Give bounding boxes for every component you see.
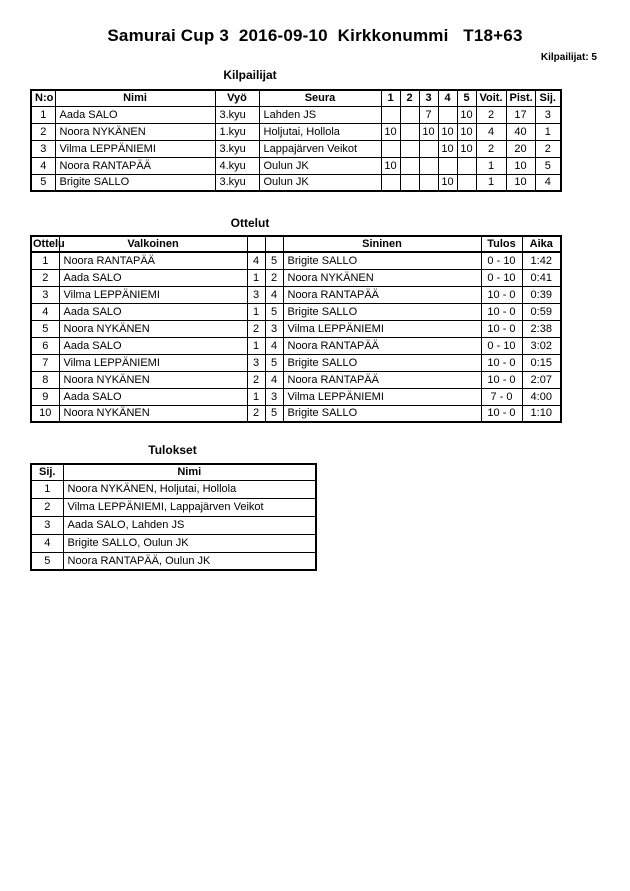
cell-score-4: 10: [438, 174, 457, 191]
cell-aika: 2:07: [522, 371, 561, 388]
cell-no: 2: [31, 123, 55, 140]
cell-valkoinen-no: 1: [247, 303, 265, 320]
cell-sij: 4: [535, 174, 561, 191]
cell-sininen-no: 2: [265, 269, 283, 286]
ottelut-row: [31, 286, 561, 303]
cell-valkoinen: Noora NYKÄNEN: [59, 371, 247, 388]
cell-seura: Holjutai, Hollola: [259, 123, 381, 140]
ottelut-row: [31, 405, 561, 422]
cell-sij: 5: [535, 157, 561, 174]
cell-aika: 4:00: [522, 388, 561, 405]
cell-sininen-no: 3: [265, 320, 283, 337]
kilpailijat-row: [31, 123, 561, 140]
cell-score-2: [400, 140, 419, 157]
ottelut-row: [31, 269, 561, 286]
cell-tulos: 10 - 0: [481, 405, 522, 422]
cell-aika: 1:10: [522, 405, 561, 422]
cell-vyo: 3.kyu: [215, 174, 259, 191]
cell-score-1: [381, 174, 400, 191]
cell-match-no: 3: [31, 286, 59, 303]
cell-score-2: [400, 106, 419, 123]
header-opponent-4: 4: [438, 90, 457, 106]
cell-match-no: 2: [31, 269, 59, 286]
cell-pist: 10: [506, 157, 535, 174]
cell-score-2: [400, 157, 419, 174]
cell-match-no: 9: [31, 388, 59, 405]
section-heading-tulokset: Tulokset: [148, 443, 197, 457]
cell-nimi: Vilma LEPPÄNIEMI, Lappajärven Veikot: [63, 498, 316, 516]
cell-tulos: 10 - 0: [481, 371, 522, 388]
cell-voit: 1: [476, 157, 506, 174]
cell-sininen: Brigite SALLO: [283, 405, 481, 422]
cell-valkoinen: Noora RANTAPÄÄ: [59, 252, 247, 269]
cell-valkoinen-no: 2: [247, 320, 265, 337]
header-tulos: Tulos: [481, 236, 522, 252]
cell-vyo: 3.kyu: [215, 140, 259, 157]
cell-aika: 1:42: [522, 252, 561, 269]
cell-sininen-no: 4: [265, 286, 283, 303]
cell-score-5: 10: [457, 140, 476, 157]
header-sij: Sij.: [31, 464, 63, 480]
cell-nimi: Noora NYKÄNEN, Holjutai, Hollola: [63, 480, 316, 498]
cell-no: 1: [31, 106, 55, 123]
cell-valkoinen: Vilma LEPPÄNIEMI: [59, 354, 247, 371]
cell-voit: 4: [476, 123, 506, 140]
cell-match-no: 8: [31, 371, 59, 388]
cell-vyo: 3.kyu: [215, 106, 259, 123]
cell-sininen: Brigite SALLO: [283, 303, 481, 320]
cell-tulos: 7 - 0: [481, 388, 522, 405]
header-voit: Voit.: [476, 90, 506, 106]
cell-match-no: 5: [31, 320, 59, 337]
cell-score-1: 10: [381, 157, 400, 174]
cell-score-3: [419, 157, 438, 174]
cell-sininen-no: 4: [265, 371, 283, 388]
cell-score-4: [438, 157, 457, 174]
cell-valkoinen-no: 1: [247, 388, 265, 405]
cell-nimi: Aada SALO, Lahden JS: [63, 516, 316, 534]
cell-valkoinen: Aada SALO: [59, 388, 247, 405]
cell-valkoinen-no: 1: [247, 269, 265, 286]
header-sij: Sij.: [535, 90, 561, 106]
cell-score-5: 10: [457, 106, 476, 123]
header-opponent-3: 3: [419, 90, 438, 106]
cell-valkoinen-no: 2: [247, 405, 265, 422]
cell-valkoinen: Aada SALO: [59, 303, 247, 320]
cell-valkoinen-no: 3: [247, 354, 265, 371]
cell-pist: 40: [506, 123, 535, 140]
tulokset-row: [31, 534, 316, 552]
cell-sininen-no: 5: [265, 354, 283, 371]
cell-score-5: [457, 157, 476, 174]
cell-no: 5: [31, 174, 55, 191]
cell-valkoinen: Noora NYKÄNEN: [59, 405, 247, 422]
cell-sij: 5: [31, 552, 63, 570]
cell-vyo: 1.kyu: [215, 123, 259, 140]
header-sininen: Sininen: [283, 236, 481, 252]
cell-voit: 1: [476, 174, 506, 191]
tulokset-row: [31, 498, 316, 516]
cell-valkoinen-no: 3: [247, 286, 265, 303]
cell-score-2: [400, 123, 419, 140]
header-nimi: Nimi: [55, 90, 215, 106]
cell-score-1: [381, 106, 400, 123]
cell-tulos: 0 - 10: [481, 269, 522, 286]
cell-nimi: Noora NYKÄNEN: [55, 123, 215, 140]
cell-valkoinen: Noora NYKÄNEN: [59, 320, 247, 337]
cell-nimi: Brigite SALLO, Oulun JK: [63, 534, 316, 552]
cell-score-4: [438, 106, 457, 123]
tulokset-header-row: [31, 464, 316, 480]
header-sininen-no: [265, 236, 283, 252]
kilpailijat-row: [31, 106, 561, 123]
header-no: N:o: [31, 90, 55, 106]
cell-sininen-no: 5: [265, 405, 283, 422]
cell-score-5: 10: [457, 123, 476, 140]
ottelut-table: [30, 235, 562, 423]
cell-sij: 3: [31, 516, 63, 534]
header-aika: Aika: [522, 236, 561, 252]
ottelut-row: [31, 320, 561, 337]
section-heading-ottelut: Ottelut: [230, 216, 270, 230]
cell-valkoinen: Vilma LEPPÄNIEMI: [59, 286, 247, 303]
cell-aika: 3:02: [522, 337, 561, 354]
cell-score-1: [381, 140, 400, 157]
cell-score-4: 10: [438, 123, 457, 140]
header-pist: Pist.: [506, 90, 535, 106]
ottelut-row: [31, 252, 561, 269]
cell-no: 3: [31, 140, 55, 157]
cell-seura: Lappajärven Veikot: [259, 140, 381, 157]
cell-match-no: 6: [31, 337, 59, 354]
cell-nimi: Brigite SALLO: [55, 174, 215, 191]
cell-vyo: 4.kyu: [215, 157, 259, 174]
cell-pist: 17: [506, 106, 535, 123]
cell-match-no: 7: [31, 354, 59, 371]
ottelut-row: [31, 388, 561, 405]
cell-valkoinen-no: 4: [247, 252, 265, 269]
cell-nimi: Noora RANTAPÄÄ, Oulun JK: [63, 552, 316, 570]
cell-seura: Lahden JS: [259, 106, 381, 123]
cell-tulos: 10 - 0: [481, 286, 522, 303]
cell-score-3: [419, 140, 438, 157]
cell-aika: 0:15: [522, 354, 561, 371]
header-opponent-1: 1: [381, 90, 400, 106]
cell-voit: 2: [476, 106, 506, 123]
cell-sininen: Noora RANTAPÄÄ: [283, 371, 481, 388]
cell-sininen: Noora NYKÄNEN: [283, 269, 481, 286]
cell-score-1: 10: [381, 123, 400, 140]
cell-sininen: Vilma LEPPÄNIEMI: [283, 388, 481, 405]
cell-sij: 1: [31, 480, 63, 498]
tulokset-row: [31, 552, 316, 570]
cell-nimi: Vilma LEPPÄNIEMI: [55, 140, 215, 157]
cell-valkoinen-no: 1: [247, 337, 265, 354]
ottelut-row: [31, 337, 561, 354]
cell-sij: 4: [31, 534, 63, 552]
cell-sij: 1: [535, 123, 561, 140]
cell-sininen: Brigite SALLO: [283, 252, 481, 269]
cell-sininen: Noora RANTAPÄÄ: [283, 337, 481, 354]
cell-sininen-no: 5: [265, 303, 283, 320]
cell-no: 4: [31, 157, 55, 174]
cell-sij: 2: [31, 498, 63, 516]
header-seura: Seura: [259, 90, 381, 106]
kilpailijat-table: [30, 89, 562, 192]
section-heading-kilpailijat: Kilpailijat: [223, 68, 277, 82]
cell-seura: Oulun JK: [259, 174, 381, 191]
cell-sininen: Vilma LEPPÄNIEMI: [283, 320, 481, 337]
cell-sij: 2: [535, 140, 561, 157]
cell-match-no: 1: [31, 252, 59, 269]
cell-sininen: Noora RANTAPÄÄ: [283, 286, 481, 303]
header-nimi: Nimi: [63, 464, 316, 480]
ottelut-row: [31, 354, 561, 371]
cell-tulos: 0 - 10: [481, 337, 522, 354]
cell-pist: 10: [506, 174, 535, 191]
tulokset-row: [31, 516, 316, 534]
cell-score-4: 10: [438, 140, 457, 157]
cell-sininen-no: 3: [265, 388, 283, 405]
ottelut-row: [31, 371, 561, 388]
header-vyo: Vyö: [215, 90, 259, 106]
header-ottelu: Ottelu: [33, 238, 65, 250]
cell-score-3: [419, 174, 438, 191]
kilpailijat-row: [31, 157, 561, 174]
cell-aika: 0:39: [522, 286, 561, 303]
cell-sij: 3: [535, 106, 561, 123]
cell-valkoinen-no: 2: [247, 371, 265, 388]
kilpailijat-row: [31, 174, 561, 191]
cell-aika: 0:59: [522, 303, 561, 320]
kilpailijat-row: [31, 140, 561, 157]
cell-valkoinen: Aada SALO: [59, 269, 247, 286]
cell-sininen-no: 4: [265, 337, 283, 354]
header-valkoinen: Valkoinen: [59, 236, 247, 252]
tulokset-row: [31, 480, 316, 498]
cell-score-5: [457, 174, 476, 191]
page-title: Samurai Cup 3 2016-09-10 Kirkkonummi T18+63: [107, 26, 523, 45]
cell-score-2: [400, 174, 419, 191]
cell-nimi: Noora RANTAPÄÄ: [55, 157, 215, 174]
cell-seura: Oulun JK: [259, 157, 381, 174]
kilpailijat-header-row: [31, 90, 561, 106]
cell-match-no: 10: [31, 405, 59, 422]
cell-aika: 2:38: [522, 320, 561, 337]
header-opponent-2: 2: [400, 90, 419, 106]
header-valkoinen-no: [247, 236, 265, 252]
ottelut-row: [31, 303, 561, 320]
cell-valkoinen: Aada SALO: [59, 337, 247, 354]
cell-match-no: 4: [31, 303, 59, 320]
cell-tulos: 0 - 10: [481, 252, 522, 269]
tulokset-table: [30, 463, 317, 571]
cell-sininen: Brigite SALLO: [283, 354, 481, 371]
cell-voit: 2: [476, 140, 506, 157]
cell-sininen-no: 5: [265, 252, 283, 269]
cell-tulos: 10 - 0: [481, 354, 522, 371]
competitors-count-label: Kilpailijat: 5: [540, 52, 597, 63]
cell-tulos: 10 - 0: [481, 320, 522, 337]
ottelut-header-row: [31, 236, 561, 252]
cell-score-3: 10: [419, 123, 438, 140]
cell-aika: 0:41: [522, 269, 561, 286]
header-opponent-5: 5: [457, 90, 476, 106]
cell-nimi: Aada SALO: [55, 106, 215, 123]
cell-tulos: 10 - 0: [481, 303, 522, 320]
cell-pist: 20: [506, 140, 535, 157]
cell-score-3: 7: [419, 106, 438, 123]
